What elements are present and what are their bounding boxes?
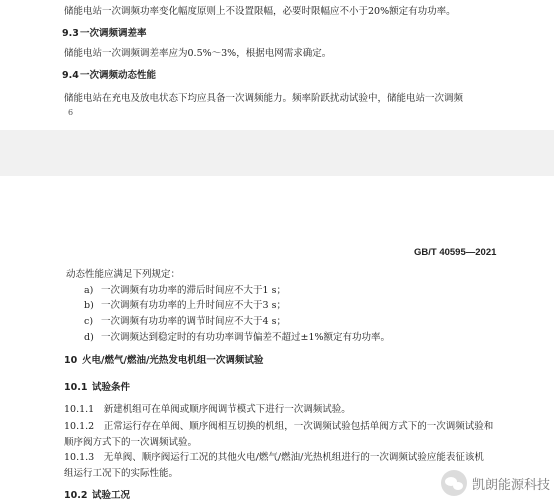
section-title-10-2: 试验工况 bbox=[92, 490, 131, 501]
section-title-9-4: 一次调频动态性能 bbox=[80, 70, 157, 81]
clause-10-1-3-continued: 组运行工况下的实际性能。 bbox=[64, 468, 179, 479]
section-number-10: 10 bbox=[64, 355, 78, 366]
watermark-text: 凯朗能源科技 bbox=[471, 477, 550, 493]
section-title-9-3: 一次调频调差率 bbox=[80, 28, 147, 39]
standard-id: GB/T 40595—2021 bbox=[414, 247, 497, 258]
list-marker: d) bbox=[84, 332, 94, 343]
section-number-9-4: 9.4 bbox=[62, 70, 79, 81]
document-page-upper bbox=[0, 0, 554, 130]
list-item: 一次调频有功功率的滞后时间应不大于1 s； bbox=[101, 285, 286, 296]
section-title-10-1: 试验条件 bbox=[92, 382, 131, 393]
page-number: 6 bbox=[68, 108, 74, 117]
watermark bbox=[441, 470, 550, 496]
clause-10-1-2-continued: 顺序阀方式下的一次调频试验。 bbox=[64, 437, 198, 448]
clause-10-1-1: 10.1.1 新建机组可在单阀或顺序阀调节模式下进行一次调频试验。 bbox=[64, 404, 351, 415]
page-separator bbox=[0, 130, 554, 176]
list-marker: c) bbox=[84, 316, 94, 327]
section-number-10-2: 10.2 bbox=[64, 490, 88, 501]
paragraph-text: 储能电站一次调频调差率应为0.5%～3%，根据电网需求确定。 bbox=[64, 48, 332, 59]
list-item: 一次调频有功功率的调节时间应不大于4 s； bbox=[101, 316, 286, 327]
clause-10-1-2: 10.1.2 正常运行存在单阀、顺序阀相互切换的机组，一次调频试验包括单阀方式下的一次调频试验和 bbox=[64, 421, 494, 432]
wechat-icon bbox=[441, 470, 467, 496]
paragraph-text: 动态性能应满足下列规定： bbox=[66, 269, 181, 280]
section-number-10-1: 10.1 bbox=[64, 382, 88, 393]
clause-10-1-3: 10.1.3 无单阀、顺序阀运行工况的其他火电/燃气/燃油/光热机组进行的一次调频试验应能表征该机 bbox=[64, 452, 484, 463]
paragraph-text: 储能电站一次调频功率变化幅度原则上不设置限幅，必要时限幅应不小于20%额定有功功率。 bbox=[64, 6, 456, 17]
document-page-lower bbox=[0, 176, 554, 504]
list-marker: a) bbox=[84, 285, 94, 296]
paragraph-text: 储能电站在充电及放电状态下均应具备一次调频能力。频率阶跃扰动试验中，储能电站一次调频 bbox=[64, 93, 464, 104]
list-item: 一次调频达到稳定时的有功功率调节偏差不超过±1%额定有功功率。 bbox=[101, 332, 391, 343]
list-marker: b) bbox=[84, 300, 94, 311]
section-number-9-3: 9.3 bbox=[62, 28, 79, 39]
section-title-10: 火电/燃气/燃油/光热发电机组一次调频试验 bbox=[82, 355, 264, 366]
list-item: 一次调频有功功率的上升时间应不大于3 s； bbox=[101, 300, 286, 311]
